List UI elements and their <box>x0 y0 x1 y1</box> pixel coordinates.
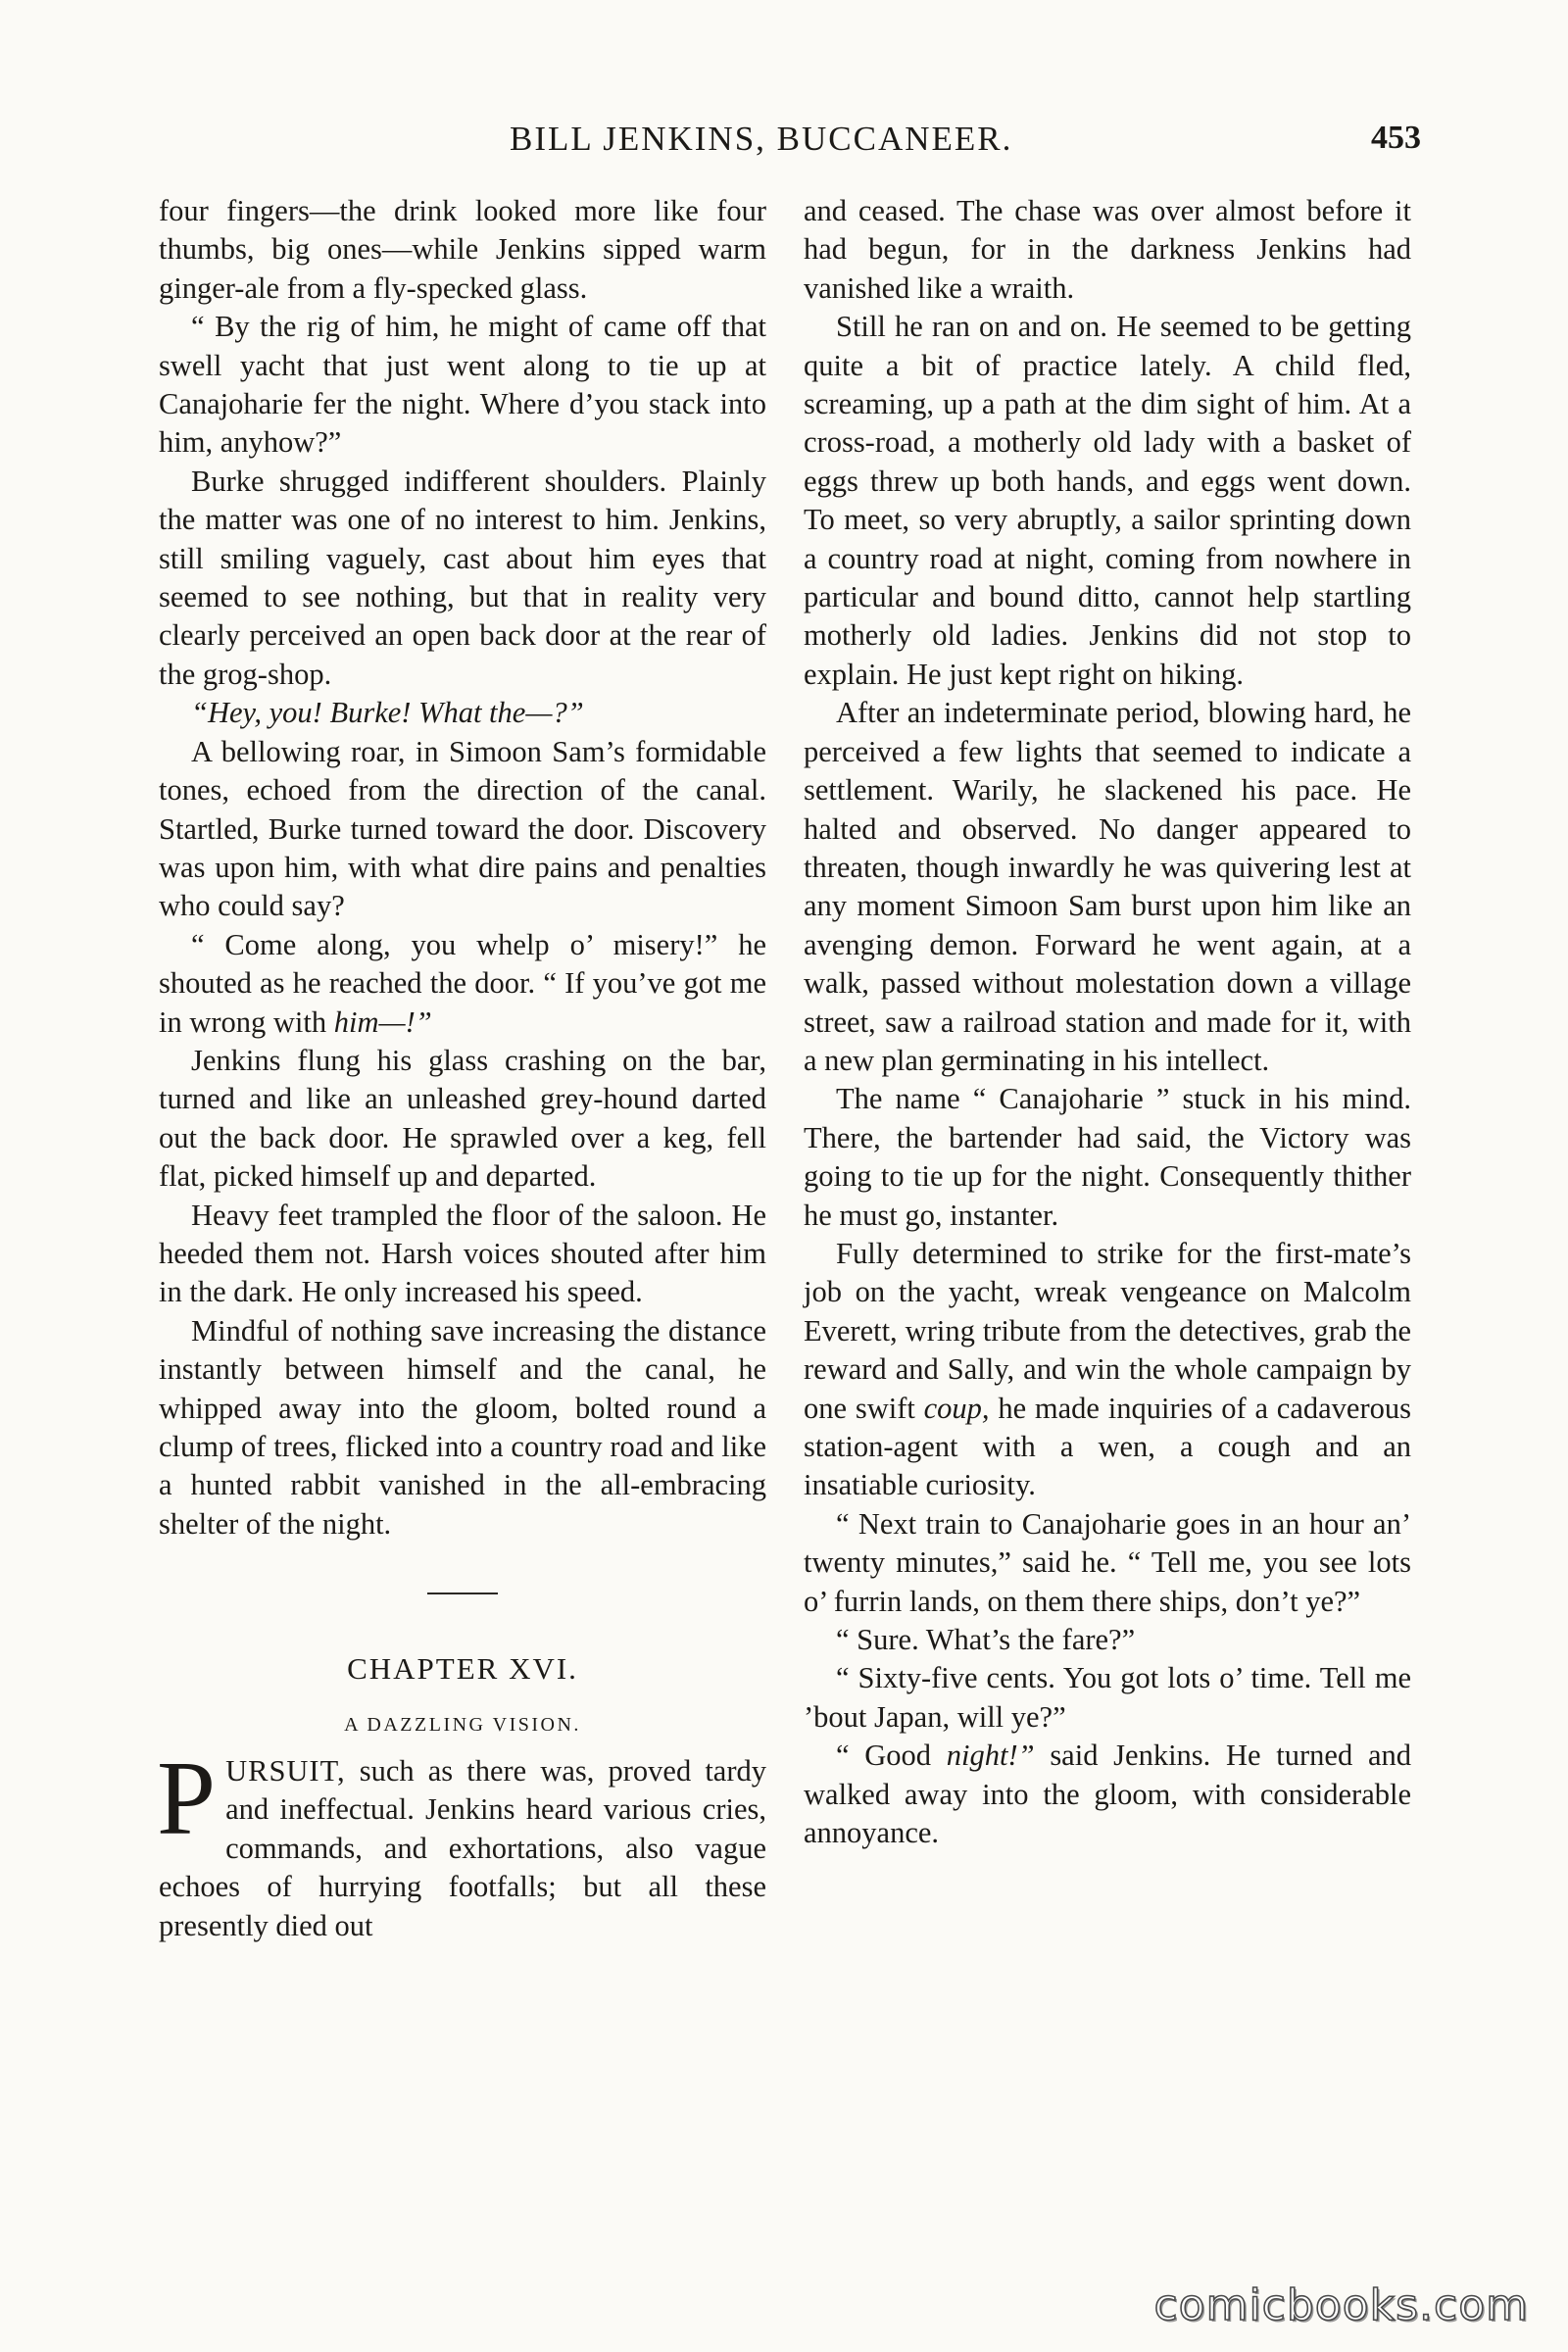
dialogue-line: “ Next train to Canajoharie goes in an hour an’ twenty minutes,” said he. “ Tell me, you see lots o’ furrin lands, on them there ships, don’t ye?” <box>804 1506 1411 1618</box>
paragraph: Burke shrugged indifferent shoulders. Plainly the matter was one of no interest to him. Jenkins, still smiling vaguely, cast about him eyes that seemed to see nothing, but that in reality very clearly perceived an open back door at the rear of the grog-shop. <box>159 464 766 691</box>
opening-caps: URSUIT, <box>225 1754 346 1788</box>
italic-coup: coup, <box>923 1391 990 1425</box>
paragraph-text: “ Good <box>836 1739 947 1773</box>
chapter-subtitle: A DAZZLING VISION. <box>344 1713 581 1736</box>
paragraph-italic-shout: “Hey, you! Burke! What the—?” <box>191 696 584 730</box>
dialogue-line: “ Sure. What’s the fare?” <box>836 1623 1136 1657</box>
paragraph-text: he made inquiries of a cadaverous station-agent with a wen, a cough and an insatiable curiosity. <box>804 1391 1411 1502</box>
paragraph <box>159 926 766 1042</box>
paragraph: After an indeterminate period, blowing hard, he perceived a few lights that seemed to indicate a settlement. Warily, he slackened his pace. He halted and observed. No danger appeared to threaten, though inwardly he was quivering lest at any moment Simoon Sam burst upon him like an avenging demon. Forward he went again, at a walk, passed without molestation down a village street, saw a railroad station and made for it, with a new plan germinating in his intellect. <box>804 696 1411 1077</box>
dialogue-line: “ Sixty-five cents. You got lots o’ time. Tell me ’bout Japan, will ye?” <box>804 1661 1411 1734</box>
paragraph: four fingers—the drink looked more like four thumbs, big ones—while Jenkins sipped warm ginger-ale from a fly-specked glass. <box>159 194 766 305</box>
paragraph: The name “ Canajoharie ” stuck in his mind. There, the bartender had said, the Victory was going to tie up for the night. Consequently thither he must go, instanter. <box>804 1082 1411 1232</box>
paragraph: Heavy feet trampled the floor of the saloon. He heeded them not. Harsh voices shouted after him in the dark. He only increased his speed. <box>159 1198 766 1309</box>
paragraph-text: “ Come along, you whelp o’ misery!” he shouted as he reached the door. “ If you’ve got me in wrong with <box>159 927 766 1039</box>
paragraph: “ By the rig of him, he might of came off that swell yacht that just went along to tie up at Canajoharie fer the night. Where d’you stack into him, anyhow?” <box>159 310 766 460</box>
paragraph <box>804 1235 1411 1505</box>
drop-cap: P <box>157 1740 217 1858</box>
italic-night: night!” <box>946 1739 1035 1773</box>
paragraph <box>804 1737 1411 1852</box>
section-divider <box>427 1592 498 1594</box>
paragraph-text: Fully determined to strike for the first-mate’s job on the yacht, wreak vengeance on Malcolm Everett, wring tribute from the detectives, grab the reward and Sally, and win the whole campaign by one swift <box>804 1236 1411 1425</box>
left-column <box>159 192 766 1945</box>
watermark-logo: comicbooks.com <box>1153 2280 1529 2330</box>
paragraph: A bellowing roar, in Simoon Sam’s formidable tones, echoed from the direction of the canal. Startled, Burke turned toward the door. Discovery was upon him, with what dire pains and penalties who could say? <box>159 734 766 923</box>
paragraph: Mindful of nothing save increasing the distance instantly between himself and the canal, he whipped away into the gloom, bolted round a clump of trees, flicked into a country road and like a hunted rabbit vanished in the all-embracing shelter of the night. <box>159 1313 766 1541</box>
running-title: BILL JENKINS, BUCCANEER. <box>510 120 1013 158</box>
italic-him: him—!” <box>333 1004 432 1039</box>
chapter-title: CHAPTER XVI. <box>347 1651 578 1687</box>
paragraph-text: said Jenkins. He turned and walked away into the gloom, with considerable annoyance. <box>804 1739 1411 1850</box>
paragraph: Jenkins flung his glass crashing on the bar, turned and like an unleashed grey-hound darted out the back door. He sprawled over a keg, fell flat, picked himself up and departed. <box>159 1043 766 1194</box>
page-number: 453 <box>1371 120 1421 156</box>
paragraph: and ceased. The chase was over almost before it had begun, for in the darkness Jenkins had vanished like a wraith. <box>804 194 1411 305</box>
right-column <box>804 192 1411 1852</box>
paragraph: Still he ran on and on. He seemed to be getting quite a bit of practice lately. A child fled, screaming, up a path at the dim sight of him. At a cross-road, a motherly old lady with a basket of eggs threw up both hands, and eggs went down. To meet, so very abruptly, a sailor sprinting down a country road at night, coming from nowhere in particular and bound ditto, cannot help startling motherly old ladies. Jenkins did not stop to explain. He just kept right on hiking. <box>804 310 1411 691</box>
opening-text: such as there was, proved tardy and ineffectual. Jenkins heard various cries, commands, and exhortations, also vague echoes of hurrying footfalls; but all these presently died out <box>159 1754 766 1942</box>
page-header <box>157 120 1421 165</box>
chapter-opening-paragraph <box>157 1740 766 1945</box>
